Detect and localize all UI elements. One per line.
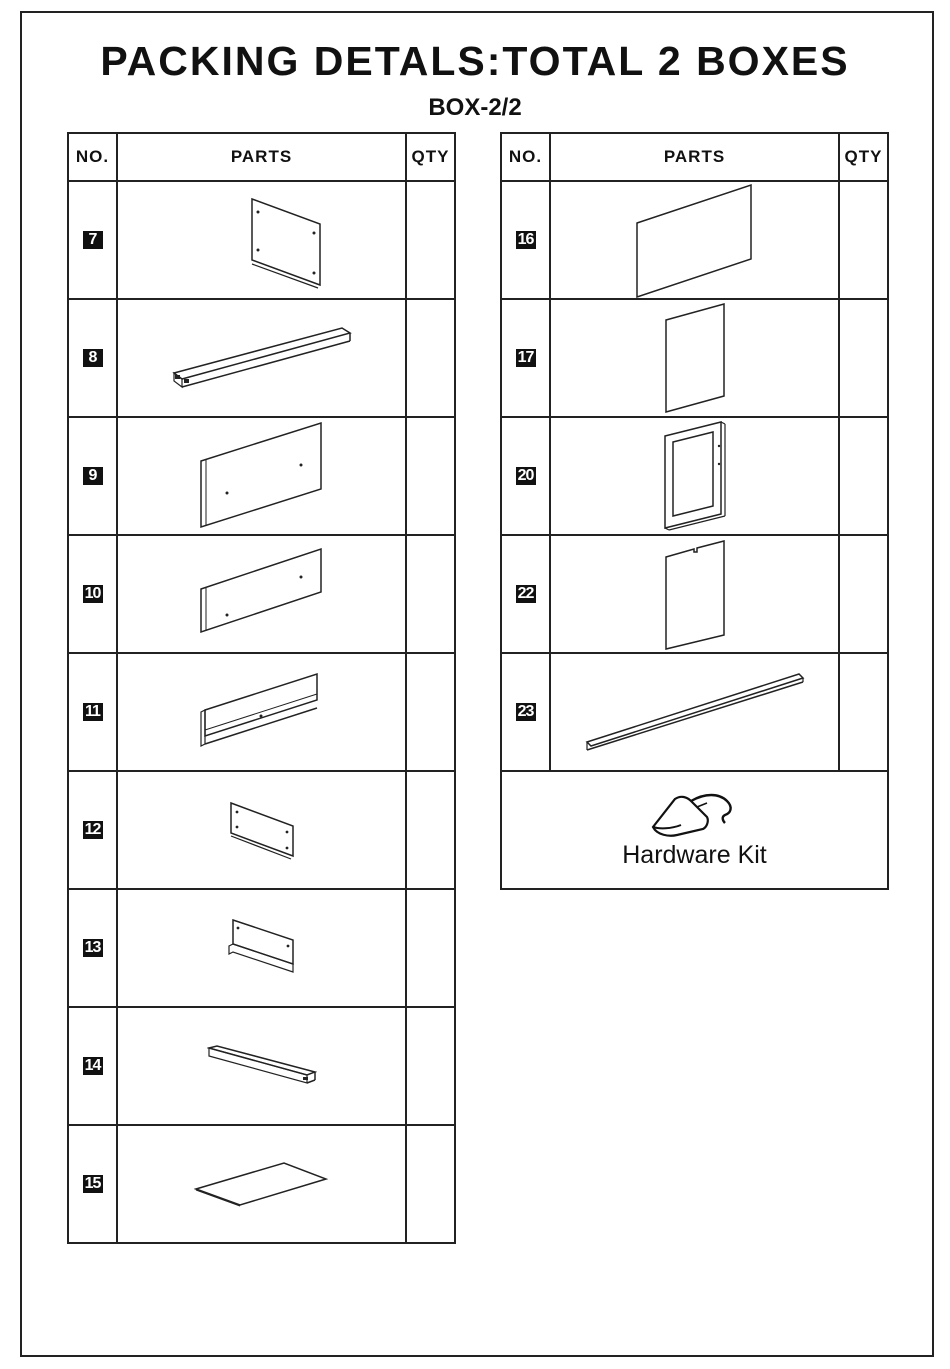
right-parts-table [500, 132, 889, 890]
table-row [501, 299, 888, 417]
page-title: PACKING DETALS:TOTAL 2 BOXES [100, 38, 850, 84]
box-subtitle: BOX-2/2 [428, 94, 522, 121]
qty-cell [839, 299, 888, 417]
qty-cell [406, 1007, 455, 1125]
no-header: NO. [501, 133, 550, 181]
notched-sheet-icon [550, 535, 839, 653]
table-row [68, 889, 455, 1007]
table-row [68, 299, 455, 417]
flat-sheet-icon [117, 1125, 406, 1243]
table-row [68, 1007, 455, 1125]
table-row [501, 417, 888, 535]
side-panel-icon [117, 181, 406, 299]
hardware-bag-icon [647, 791, 743, 839]
part-number: 8 [83, 349, 103, 367]
parts-header: PARTS [117, 133, 406, 181]
part-number: 11 [83, 703, 103, 721]
part-number: 14 [83, 1057, 103, 1075]
part-number: 9 [83, 467, 103, 485]
table-row [68, 181, 455, 299]
back-sheet-icon [550, 181, 839, 299]
hardware-kit-row [501, 771, 888, 889]
qty-cell [406, 417, 455, 535]
qty-cell [406, 181, 455, 299]
hardware-kit-label: Hardware Kit [622, 840, 767, 869]
qty-header: QTY [406, 133, 455, 181]
long-strip-icon [550, 653, 839, 771]
qty-cell [406, 535, 455, 653]
long-board-icon [117, 299, 406, 417]
parts-header: PARTS [550, 133, 839, 181]
part-number: 20 [516, 467, 536, 485]
table-row [501, 653, 888, 771]
no-header: NO. [68, 133, 117, 181]
part-number: 13 [83, 939, 103, 957]
table-row [501, 181, 888, 299]
wide-panel-icon [117, 417, 406, 535]
qty-header: QTY [839, 133, 888, 181]
qty-cell [406, 653, 455, 771]
table-header-row [501, 133, 888, 181]
rail-panel-icon [117, 653, 406, 771]
short-board-icon [117, 1007, 406, 1125]
part-number: 17 [516, 349, 536, 367]
table-row [68, 417, 455, 535]
qty-cell [839, 535, 888, 653]
narrow-panel-icon [117, 535, 406, 653]
small-rail-icon [117, 889, 406, 1007]
table-row [68, 535, 455, 653]
part-number: 10 [83, 585, 103, 603]
qty-cell [406, 771, 455, 889]
part-number: 7 [83, 231, 103, 249]
part-number: 12 [83, 821, 103, 839]
qty-cell [406, 1125, 455, 1243]
hardware-kit-cell [501, 771, 888, 889]
small-panel-icon [117, 771, 406, 889]
door-sheet-icon [550, 299, 839, 417]
part-number: 15 [83, 1175, 103, 1193]
qty-cell [406, 299, 455, 417]
table-row [68, 653, 455, 771]
table-row [68, 1125, 455, 1243]
qty-cell [839, 181, 888, 299]
part-number: 16 [516, 231, 536, 249]
part-number: 22 [516, 585, 536, 603]
qty-cell [839, 653, 888, 771]
left-parts-table [67, 132, 456, 1244]
table-row [501, 535, 888, 653]
framed-door-icon [550, 417, 839, 535]
qty-cell [839, 417, 888, 535]
part-number: 23 [516, 703, 536, 721]
qty-cell [406, 889, 455, 1007]
table-header-row [68, 133, 455, 181]
table-row [68, 771, 455, 889]
